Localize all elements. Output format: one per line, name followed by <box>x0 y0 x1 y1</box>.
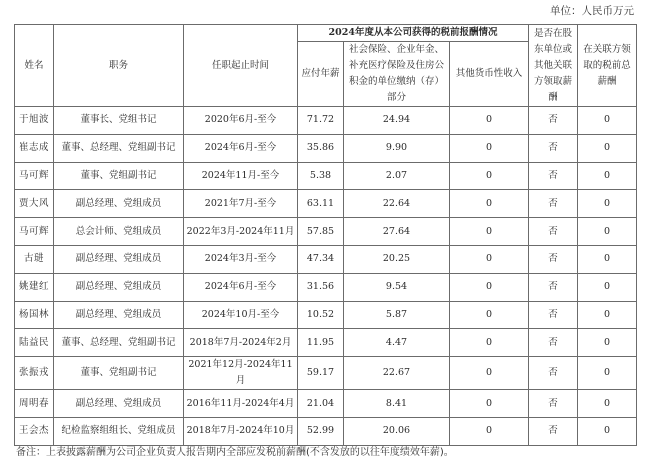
cell-tenure: 2016年11月-2024年4月 <box>184 390 298 418</box>
cell-annual-salary: 11.95 <box>298 329 344 357</box>
cell-annual-salary: 5.38 <box>298 162 344 190</box>
cell-name: 崔志成 <box>15 134 54 162</box>
cell-related-party-pay: 0 <box>578 162 637 190</box>
cell-annual-salary: 10.52 <box>298 301 344 329</box>
table-row <box>15 357 637 390</box>
cell-social-insurance: 27.64 <box>344 218 450 246</box>
cell-tenure: 2018年7月-2024年2月 <box>184 329 298 357</box>
cell-paid-by-shareholder: 否 <box>529 245 578 273</box>
cell-position: 副总经理、党组成员 <box>54 245 184 273</box>
header-position: 职务 <box>54 25 184 107</box>
unit-label: 单位：人民币万元 <box>550 5 634 17</box>
cell-related-party-pay: 0 <box>578 357 637 390</box>
cell-position: 副总经理、党组成员 <box>54 190 184 218</box>
cell-tenure: 2021年12月-2024年11月 <box>184 357 298 390</box>
cell-social-insurance: 22.67 <box>344 357 450 390</box>
cell-position: 纪检监察组组长、党组成员 <box>54 417 184 445</box>
cell-position: 副总经理、党组成员 <box>54 301 184 329</box>
cell-other-income: 0 <box>450 162 529 190</box>
cell-tenure: 2018年7月-2024年10月 <box>184 417 298 445</box>
cell-paid-by-shareholder: 否 <box>529 218 578 246</box>
cell-other-income: 0 <box>450 245 529 273</box>
cell-name: 古琎 <box>15 245 54 273</box>
cell-related-party-pay: 0 <box>578 417 637 445</box>
cell-paid-by-shareholder: 否 <box>529 417 578 445</box>
table-row <box>15 417 637 445</box>
cell-annual-salary: 52.99 <box>298 417 344 445</box>
cell-related-party-pay: 0 <box>578 390 637 418</box>
cell-related-party-pay: 0 <box>578 107 637 135</box>
cell-annual-salary: 57.85 <box>298 218 344 246</box>
table-header <box>15 25 637 107</box>
cell-annual-salary: 21.04 <box>298 390 344 418</box>
cell-name: 于旭波 <box>15 107 54 135</box>
table-row <box>15 329 637 357</box>
cell-social-insurance: 2.07 <box>344 162 450 190</box>
cell-tenure: 2024年3月-至今 <box>184 245 298 273</box>
cell-paid-by-shareholder: 否 <box>529 301 578 329</box>
compensation-table <box>14 24 637 446</box>
cell-related-party-pay: 0 <box>578 245 637 273</box>
cell-annual-salary: 71.72 <box>298 107 344 135</box>
cell-name: 贾大风 <box>15 190 54 218</box>
table-body <box>15 107 637 446</box>
cell-tenure: 2021年7月-至今 <box>184 190 298 218</box>
cell-social-insurance: 5.87 <box>344 301 450 329</box>
cell-position: 副总经理、党组成员 <box>54 390 184 418</box>
header-social-insurance: 社会保险、企业年金、补充医疗保险及住房公积金的单位缴纳（存）部分 <box>344 42 450 107</box>
table-row <box>15 190 637 218</box>
cell-position: 董事、总经理、党组副书记 <box>54 134 184 162</box>
table-row <box>15 218 637 246</box>
header-tenure: 任职起止时间 <box>184 25 298 107</box>
cell-paid-by-shareholder: 否 <box>529 162 578 190</box>
table-row <box>15 162 637 190</box>
cell-other-income: 0 <box>450 107 529 135</box>
cell-other-income: 0 <box>450 218 529 246</box>
table-row <box>15 107 637 135</box>
cell-related-party-pay: 0 <box>578 273 637 301</box>
cell-related-party-pay: 0 <box>578 329 637 357</box>
cell-name: 周明春 <box>15 390 54 418</box>
cell-tenure: 2024年10月-至今 <box>184 301 298 329</box>
cell-paid-by-shareholder: 否 <box>529 357 578 390</box>
cell-paid-by-shareholder: 否 <box>529 329 578 357</box>
cell-name: 马可辉 <box>15 218 54 246</box>
cell-tenure: 2020年6月-至今 <box>184 107 298 135</box>
cell-position: 总会计师、党组成员 <box>54 218 184 246</box>
cell-other-income: 0 <box>450 390 529 418</box>
cell-paid-by-shareholder: 否 <box>529 390 578 418</box>
table-row <box>15 301 637 329</box>
cell-name: 张振戎 <box>15 357 54 390</box>
cell-social-insurance: 4.47 <box>344 329 450 357</box>
cell-social-insurance: 9.54 <box>344 273 450 301</box>
cell-other-income: 0 <box>450 273 529 301</box>
cell-related-party-pay: 0 <box>578 190 637 218</box>
cell-annual-salary: 63.11 <box>298 190 344 218</box>
table-row <box>15 245 637 273</box>
header-name: 姓名 <box>15 25 54 107</box>
cell-paid-by-shareholder: 否 <box>529 134 578 162</box>
cell-tenure: 2024年6月-至今 <box>184 273 298 301</box>
cell-name: 马可辉 <box>15 162 54 190</box>
cell-social-insurance: 20.06 <box>344 417 450 445</box>
cell-position: 董事、党组副书记 <box>54 357 184 390</box>
cell-position: 董事长、党组书记 <box>54 107 184 135</box>
table-row <box>15 273 637 301</box>
header-other-income: 其他货币性收入 <box>450 42 529 107</box>
cell-annual-salary: 31.56 <box>298 273 344 301</box>
footnote: 备注：上表披露薪酬为公司企业负责人报告期内全部应发税前薪酬(不含发放的以往年度绩效年薪)。 <box>16 447 454 458</box>
cell-position: 董事、总经理、党组副书记 <box>54 329 184 357</box>
cell-tenure: 2022年3月-2024年11月 <box>184 218 298 246</box>
cell-related-party-pay: 0 <box>578 301 637 329</box>
cell-social-insurance: 24.94 <box>344 107 450 135</box>
cell-paid-by-shareholder: 否 <box>529 273 578 301</box>
cell-other-income: 0 <box>450 357 529 390</box>
cell-other-income: 0 <box>450 301 529 329</box>
cell-tenure: 2024年11月-至今 <box>184 162 298 190</box>
cell-name: 王会杰 <box>15 417 54 445</box>
cell-position: 董事、党组副书记 <box>54 162 184 190</box>
cell-social-insurance: 20.25 <box>344 245 450 273</box>
header-annual-salary: 应付年薪 <box>298 42 344 107</box>
cell-related-party-pay: 0 <box>578 134 637 162</box>
cell-related-party-pay: 0 <box>578 218 637 246</box>
header-related-party-pay: 在关联方领取的税前总薪酬 <box>578 25 637 107</box>
table-row <box>15 134 637 162</box>
cell-paid-by-shareholder: 否 <box>529 107 578 135</box>
cell-other-income: 0 <box>450 329 529 357</box>
cell-social-insurance: 8.41 <box>344 390 450 418</box>
cell-name: 姚建红 <box>15 273 54 301</box>
cell-annual-salary: 35.86 <box>298 134 344 162</box>
cell-social-insurance: 9.90 <box>344 134 450 162</box>
cell-paid-by-shareholder: 否 <box>529 190 578 218</box>
cell-name: 杨国林 <box>15 301 54 329</box>
cell-other-income: 0 <box>450 190 529 218</box>
header-group-2024: 2024年度从本公司获得的税前报酬情况 <box>298 25 529 42</box>
cell-annual-salary: 47.34 <box>298 245 344 273</box>
cell-annual-salary: 59.17 <box>298 357 344 390</box>
cell-other-income: 0 <box>450 417 529 445</box>
cell-other-income: 0 <box>450 134 529 162</box>
cell-position: 副总经理、党组成员 <box>54 273 184 301</box>
table-row <box>15 390 637 418</box>
header-paid-by-shareholder: 是否在股东单位或其他关联方领取薪酬 <box>529 25 578 107</box>
cell-tenure: 2024年6月-至今 <box>184 134 298 162</box>
cell-name: 陆益民 <box>15 329 54 357</box>
cell-social-insurance: 22.64 <box>344 190 450 218</box>
